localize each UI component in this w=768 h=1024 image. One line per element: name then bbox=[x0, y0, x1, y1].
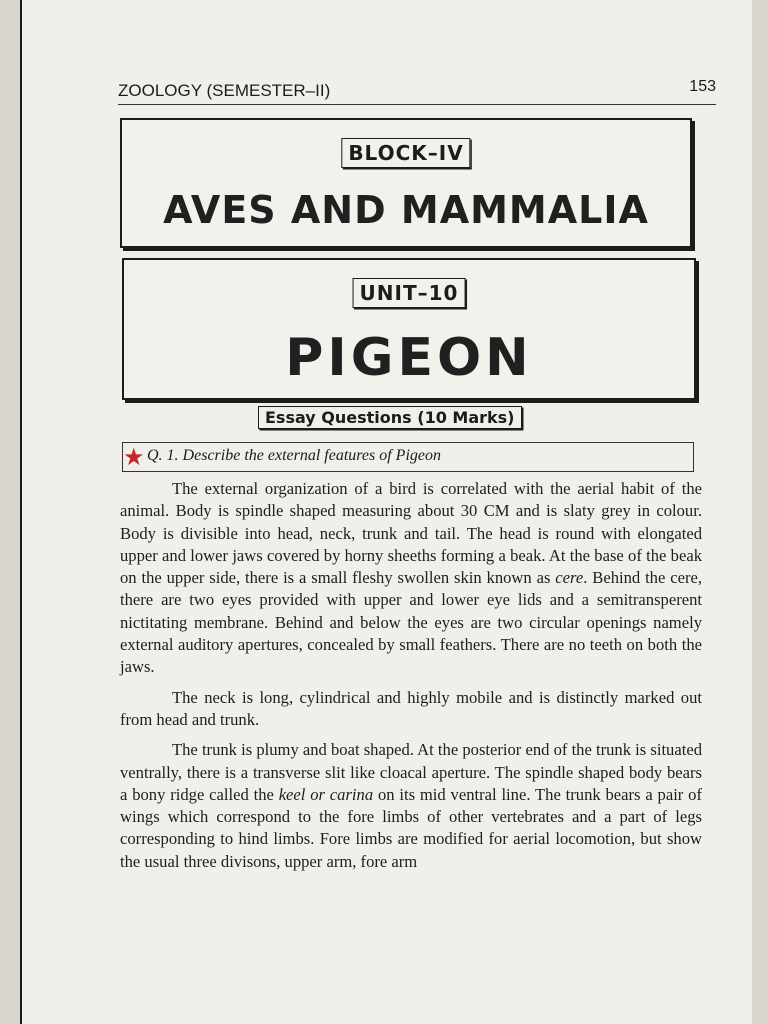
star-mark-icon: ★ bbox=[123, 445, 145, 471]
paragraph-3 bbox=[120, 739, 702, 873]
question-text: Q. 1. Describe the external features of Pigeon bbox=[147, 447, 441, 464]
answer-body bbox=[120, 478, 702, 881]
subject-title: ZOOLOGY (SEMESTER–II) bbox=[118, 81, 331, 100]
unit-label: UNIT–10 bbox=[353, 278, 466, 308]
block-title: AVES AND MAMMALIA bbox=[163, 188, 649, 232]
term-cere: cere bbox=[555, 568, 584, 588]
block-heading-box bbox=[120, 118, 692, 248]
paragraph-2: The neck is long, cylindrical and highly mobile and is distinctly marked out from head and trunk. bbox=[120, 687, 702, 729]
paragraph-1-part-b: . Behind the cere, there are two eyes provided with upper and lower eye lids and a semitransperent nictitating membrane. Behind and below the eyes are two circular openings namely external auditory apertures, concealed by small feathers. There are no teeth on both the jaws. bbox=[120, 568, 702, 677]
book-page bbox=[20, 0, 752, 1024]
term-keel: keel or carina bbox=[278, 784, 374, 804]
page-number: 153 bbox=[689, 78, 716, 95]
paragraph-3-part-b: on its mid ventral line. The trunk bears a pair of wings which correspond to the fore limbs of other vertebrates and a part of legs corresponding to hind limbs. Fore limbs are modified for aerial locomotion, but show the usual three divisons, upper arm, fore arm bbox=[120, 784, 702, 871]
paragraph-1 bbox=[120, 478, 702, 679]
block-label: BLOCK–IV bbox=[341, 138, 470, 168]
running-header bbox=[118, 76, 716, 105]
section-label: Essay Questions (10 Marks) bbox=[258, 406, 522, 429]
paragraph-1-part-a: The external organization of a bird is correlated with the aerial habit of the animal. Body is spindle shaped measuring about 30 CM and is slaty grey in colour. Body is divisible into head, neck, trunk and tail. The head is round with elongated upper and lower jaws covered by horny sheeths forming a beak. At the base of the beak on the upper side, there is a small fleshy swollen skin known as bbox=[120, 479, 702, 588]
unit-title: PIGEON bbox=[285, 328, 533, 388]
paragraph-3-part-a: The trunk is plumy and boat shaped. At the posterior end of the trunk is situated ventrally, there is a transverse slit like cloacal aperture. The spindle shaped body bears a bony ridge called the bbox=[120, 740, 702, 804]
unit-heading-box bbox=[122, 258, 696, 400]
question-box bbox=[122, 442, 694, 472]
